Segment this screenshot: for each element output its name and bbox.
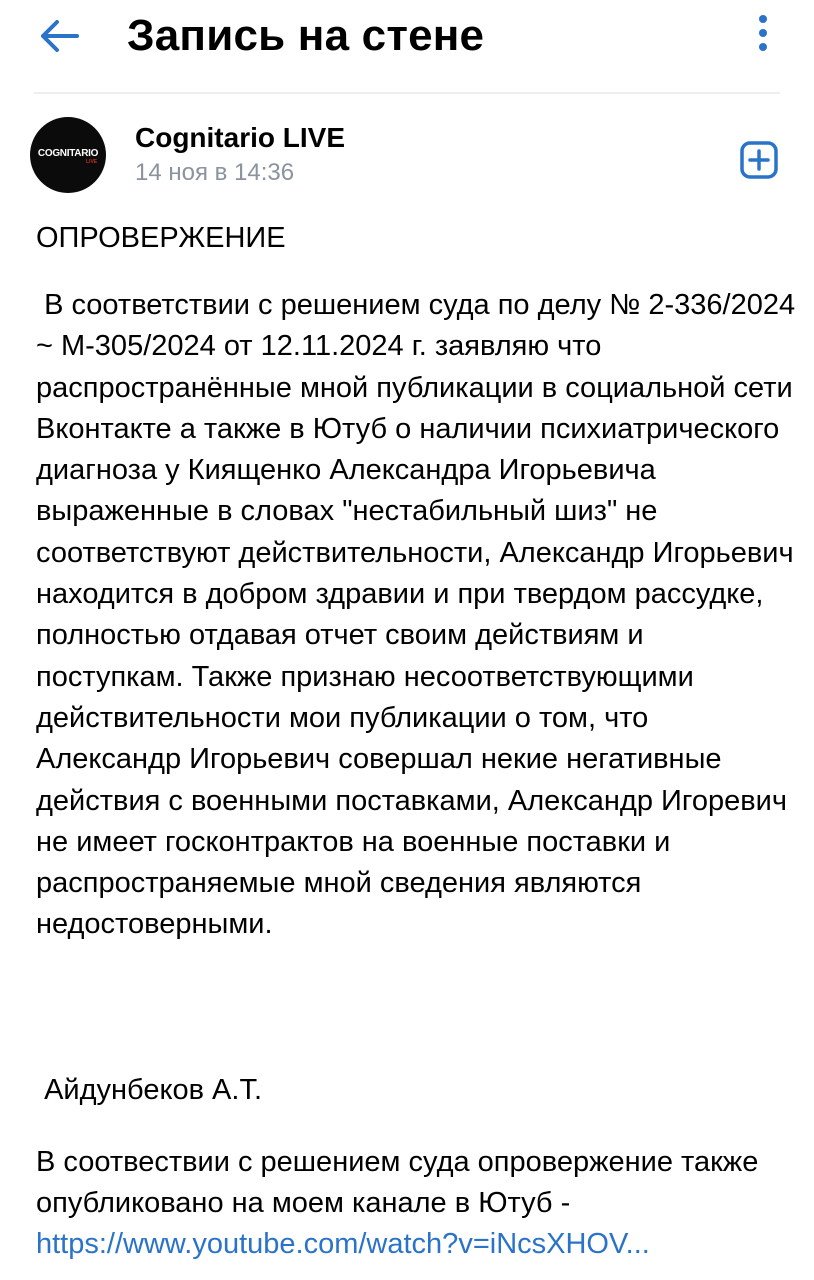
more-vertical-icon [757, 13, 769, 53]
avatar-logo-subtext: LIVE [86, 159, 98, 165]
arrow-left-icon [37, 18, 81, 54]
back-button[interactable] [30, 12, 88, 60]
youtube-link[interactable]: https://www.youtube.com/watch?v=iNcsXHOV... [36, 1228, 650, 1260]
avatar[interactable] [30, 117, 106, 193]
plus-square-icon [739, 140, 779, 180]
post-footer [36, 1142, 796, 1265]
post-signature: Айдунбеков А.Т. [36, 1074, 263, 1106]
post-body-text: В соответствии с решением суда по делу № 2-336/2024 ~ М-305/2024 от 12.11.2024 г. заявляю что распространённые мной публикации в социальной сети Вконтакте а также в Ютуб о наличии психиатрического диагноза у Киященко Александра Игорьевича выраженные в словах "нестабильный шиз" не соответствуют действительности, Александр Игорьевич находится в добром здравии и при твердом рассудке, полностью отдавая отчет своим действиям и поступкам. Также признаю несоответствующими действительности мои публикации о том, что Александр Игорьевич совершал некие негативные действия с военными поставками, Александр Игоревич не имеет госконтрактов на военные поставки и распространяемые мной сведения являются недостоверными. [36, 289, 804, 941]
post-heading: ОПРОВЕРЖЕНИЕ [36, 222, 286, 254]
header-divider [34, 92, 780, 94]
subscribe-button[interactable] [738, 140, 780, 180]
more-menu-button[interactable] [746, 10, 780, 56]
avatar-logo-text: COGNITARIO [37, 148, 99, 159]
app-header [0, 0, 814, 92]
post-footer-text: В соотвествии с решением суда опровержение также опубликовано на моем канале в Ютуб - [36, 1146, 759, 1219]
author-name[interactable]: Cognitario LIVE [135, 122, 345, 153]
page-title: Запись на стене [127, 11, 485, 60]
post-date: 14 ноя в 14:36 [135, 159, 295, 186]
